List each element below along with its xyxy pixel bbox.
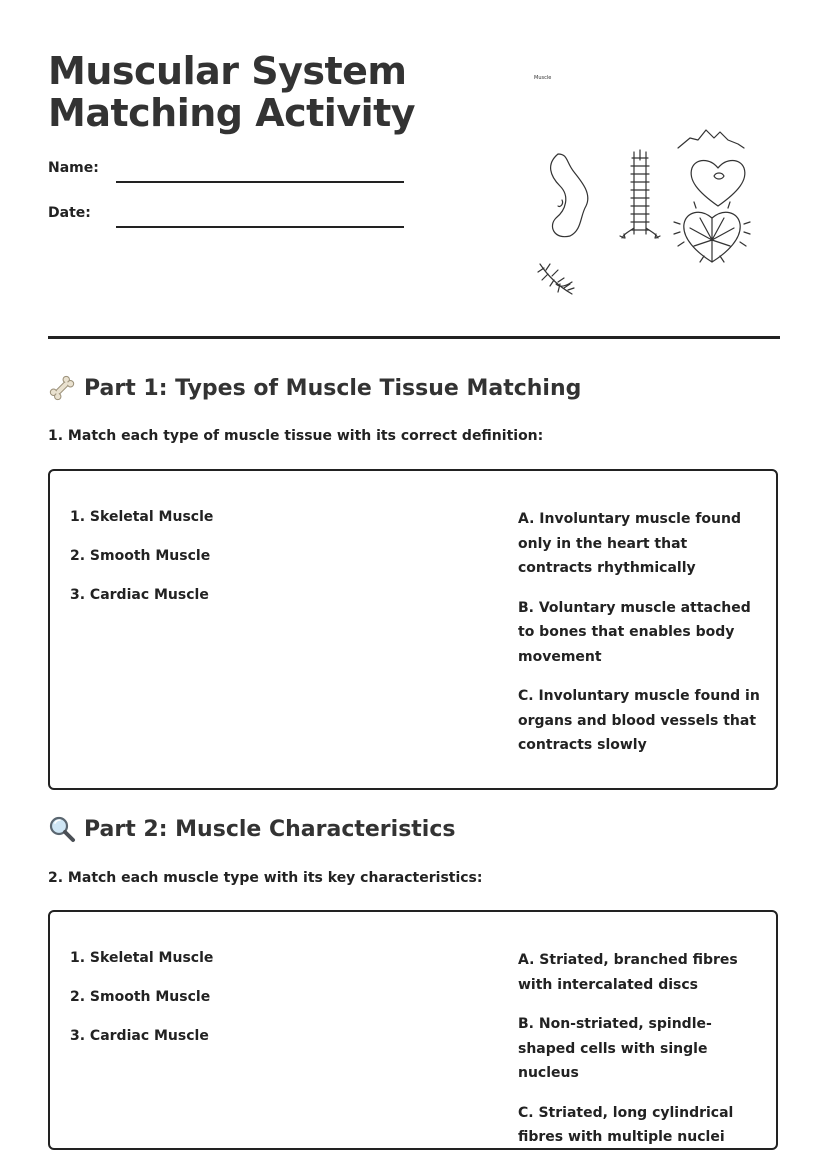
list-item: A. Striated, branched fibres with intercalated discs	[518, 952, 738, 993]
date-field[interactable]	[116, 226, 404, 228]
part1-definitions-list	[518, 507, 762, 773]
list-item: C. Involuntary muscle found in organs and blood vessels that contracts slowly	[518, 688, 760, 753]
list-item: 3. Cardiac Muscle	[70, 1028, 209, 1044]
title-line-2: Matching Activity	[48, 91, 416, 135]
part2-characteristics-list	[518, 948, 762, 1165]
worksheet-title	[48, 50, 415, 134]
part1-terms-list	[70, 507, 213, 624]
part1-heading-text: Part 1: Types of Muscle Tissue Matching	[84, 375, 582, 401]
outline-drawing	[678, 130, 744, 148]
smooth-muscle-drawing	[551, 154, 588, 237]
part1-matching-box	[48, 469, 778, 790]
list-item: 2. Smooth Muscle	[70, 989, 211, 1005]
title-line-1: Muscular System	[48, 49, 407, 93]
date-label: Date:	[48, 205, 91, 221]
cardiac-heart-drawing	[674, 202, 750, 262]
list-item: 1. Skeletal Muscle	[70, 509, 214, 525]
list-item: A. Involuntary muscle found only in the heart that contracts rhythmically	[518, 511, 742, 576]
name-field[interactable]	[116, 181, 404, 183]
part2-prompt: 2. Match each muscle type with its key characteristics:	[48, 870, 483, 886]
part2-terms-list	[70, 948, 213, 1065]
list-item: B. Voluntary muscle attached to bones that enables body movement	[518, 599, 751, 665]
part2-matching-box	[48, 910, 778, 1150]
list-item: B. Non-striated, spindle-shaped cells with single nucleus	[518, 1016, 712, 1081]
section-divider	[48, 336, 780, 339]
heart-drawing	[691, 161, 745, 207]
part1-prompt: 1. Match each type of muscle tissue with its correct definition:	[48, 428, 544, 444]
muscle-illustration	[528, 68, 758, 308]
part2-heading-text: Part 2: Muscle Characteristics	[84, 816, 456, 842]
illustration-caption: Muscle	[534, 75, 552, 81]
part1-heading	[48, 374, 581, 402]
part2-heading	[48, 815, 456, 843]
name-label: Name:	[48, 160, 99, 176]
bone-icon	[48, 374, 76, 402]
list-item: 2. Smooth Muscle	[70, 548, 211, 564]
fern-drawing	[538, 264, 574, 294]
list-item: C. Striated, long cylindrical fibres with multiple nuclei	[518, 1104, 734, 1145]
magnifying-glass-icon	[48, 815, 76, 843]
skeletal-muscle-drawing	[620, 150, 660, 238]
list-item: 3. Cardiac Muscle	[70, 587, 209, 603]
list-item: 1. Skeletal Muscle	[70, 950, 214, 966]
